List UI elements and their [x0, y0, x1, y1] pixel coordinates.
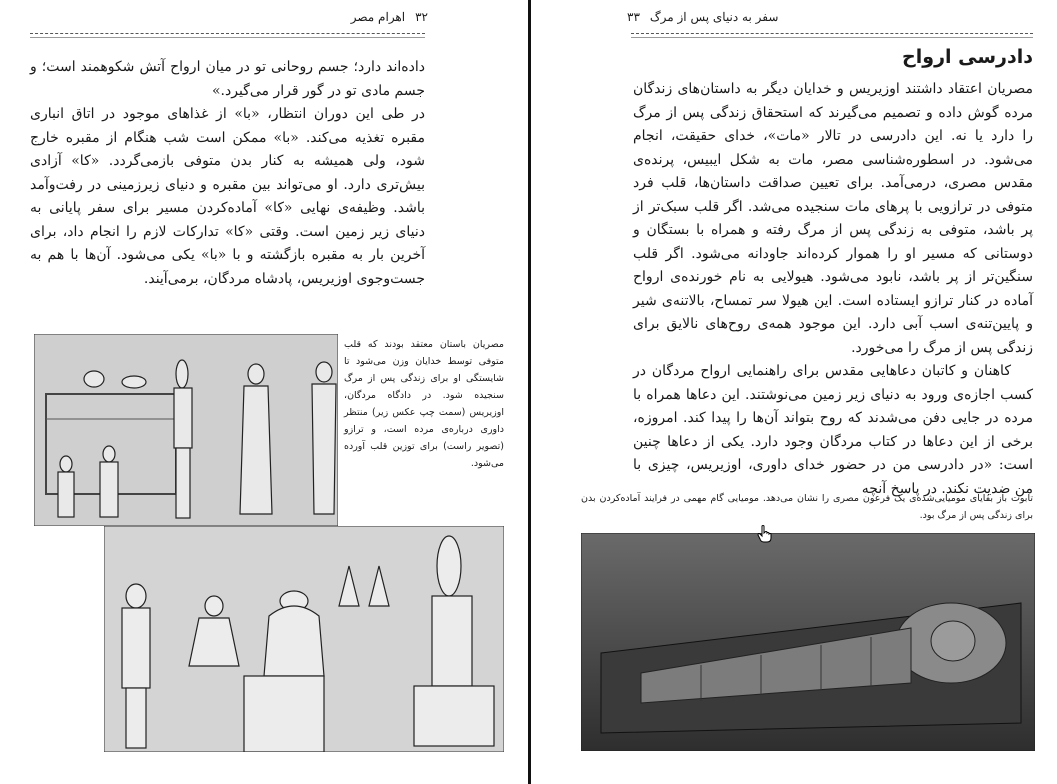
- left-paragraph: داده‌اند دارد؛ جسم روحانی تو در میان ارواح آتش شکوهمند است؛ و جسم مادی تو در گور قرار می‌گیرد.»: [30, 59, 425, 99]
- hieroglyph-relief-image-top: [34, 334, 338, 526]
- section-heading: دادرسی ارواح: [902, 46, 1033, 68]
- right-body-text: [633, 78, 1033, 501]
- right-running-head: [627, 10, 778, 24]
- right-page: [531, 0, 1057, 784]
- relief-illustration-bottom: [104, 526, 504, 752]
- mummy-photograph: [581, 533, 1035, 751]
- right-paragraph: مصریان اعتقاد داشتند اوزیریس و خدایان دیگر به داستان‌های زندگان مرده گوش داده و تصمیم می‌گیرند که استحقاق زندگی پس از مرگ را دارد یا نه. این دادرسی در تالار «مات»، خدای حقیقت، انجام می‌شود. در اسطوره‌شناسی مصر، مات به شکل ایبیس، پرنده‌ی مقدس مصری، درمی‌آمد. برای تعیین صداقت داستان‌ها، قلب فرد متوفی در ترازویی با پرهای مات سنجیده می‌شد. اگر قلب سبک‌تر از پر باشد، متوفی به زندگی پس از مرگ رفته و همراه با بستگان و دوستانی که مسیر او را هموار کرده‌اند جاودانه می‌شود. اگر قلب سنگین‌تر از پر باشد، نابود می‌شود. هیولایی به نام خورنده‌ی ارواح آماده در کنار ترازو ایستاده است. این هیولا سر تمساح، بالاتنه‌ی شیر و پایین‌تنه‌ی اسب آبی دارد. این موجود همه‌ی روح‌های نالایق برای زندگی پس از مرگ را می‌خورد.: [633, 81, 1033, 356]
- left-page: [0, 0, 528, 784]
- right-header-rule: [631, 33, 1033, 34]
- right-page-number: ۳۳: [627, 10, 640, 24]
- left-page-number: ۳۲: [415, 10, 428, 24]
- left-running-title: اهرام مصر: [350, 10, 406, 24]
- left-image-caption: مصریان باستان معتقد بودند که قلب متوفی توسط خدایان وزن می‌شود تا شایستگی او برای زندگی پس از مرگ سنجیده شود. در دادگاه مردگان، اوزیریس (سمت چپ عکس زیر) منتظر داوری درباره‌ی مرده است، و ترازو (تصویر راست) برای توزین قلب آورده می‌شود.: [344, 339, 504, 469]
- left-paragraph: در طی این دوران انتظار، «با» از غذاهای موجود در اتاق انباری مقبره تغذیه می‌کند. «با» ممکن است شب هنگام از مقبره خارج شود، ولی همیشه به کنار بدن متوفی بازمی‌گردد. «کا» آزادی بیش‌تری دارد. او می‌تواند بین مقبره و دنیای زیرزمینی در رفت‌وآمد باشد. وظیفه‌ی نهایی «کا» آماده‌کردن مسیر برای سفر پایانی به دنیای زیر زمین است. وقتی «کا» تدارکات لازم را انجام داد، برای آخرین بار به مقبره بازگشته و با «با» یکی می‌شود. آن‌ها با هم به جست‌وجوی اوزیریس، پادشاه مردگان، برمی‌آیند.: [30, 106, 425, 287]
- hand-pointer-icon: [757, 525, 773, 543]
- right-header-underline: [631, 37, 1033, 38]
- right-image-caption: تابوت باز بقایای مومیایی‌شده‌ی یک فرعون مصری را نشان می‌دهد. مومیایی گام مهمی در فرایند آماده‌کردن بدن برای زندگی پس از مرگ بود.: [581, 493, 1033, 521]
- hieroglyph-relief-image-bottom: [104, 526, 504, 752]
- mummy-illustration: [581, 533, 1035, 751]
- left-header-underline: [30, 37, 425, 38]
- right-running-title: سفر به دنیای پس از مرگ: [649, 10, 779, 24]
- right-paragraph: کاهنان و کاتبان دعاهایی مقدس برای راهنمایی ارواح مردگان در کسب اجازه‌ی ورود به دنیای زیر زمین می‌نوشتند. این دعاها همراه با مرده در جایی دفن می‌شدند که روح بتواند آن‌ها را پیدا کند. امروزه، برخی از این دعاها در کتاب مردگان وجود دارد. یکی از دعاها چنین است: «در دادرسی من در حضور خدای داوری، اوزیریس، چیزی با من ضدیت نکند. در پاسخ آنچه: [633, 363, 1033, 497]
- left-body-text: [30, 56, 425, 291]
- left-running-head: [351, 10, 428, 24]
- left-header-rule: [30, 33, 425, 34]
- relief-illustration-top: [34, 334, 338, 526]
